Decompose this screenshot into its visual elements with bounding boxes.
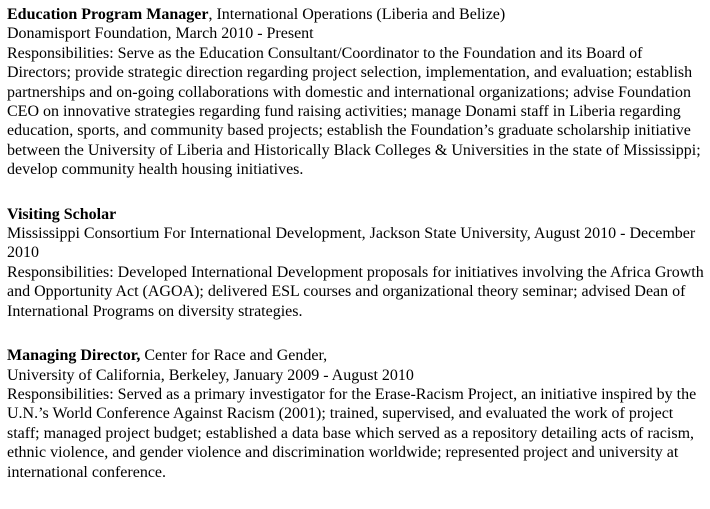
entry-role: Visiting Scholar [7, 205, 117, 223]
entry-role: Education Program Manager [7, 6, 209, 23]
entry-description: Responsibilities: Served as a primary investigator for the Erase-Racism Project, an initiative inspired by the U.N.’s World Conference Against Racism (2001); trained, supervised, and evaluated the work of project staff; managed project budget; established a data base which served as a repository detailing acts of racism, ethnic violence, and gender violence and discrimination worldwide; represented project and university at international conference. [7, 385, 697, 481]
entry-role-detail: , International Operations (Liberia and Belize) [208, 6, 506, 23]
experience-entry [7, 5, 704, 180]
entry-title [7, 205, 704, 224]
experience-entry [7, 205, 704, 321]
entry-role: Managing Director, [7, 347, 141, 365]
entry-org-dates: Donamisport Foundation, March 2010 - Present [7, 25, 314, 43]
entry-title [7, 346, 704, 365]
entry-description: Responsibilities: Serve as the Education Consultant/Coordinator to the Foundation and its Board of Directors; provide strategic direction regarding project selection, implementation, and evaluation; establish partnerships and on-going collaborations with domestic and international organizations; advise Foundation CEO on innovative strategies regarding fund raising activities; manage Donami staff in Liberia regarding education, sports, and community based projects; establish the Foundation’s graduate scholarship initiative between the University of Liberia and Historically Black Colleges & Universities in the state of Mississippi; develop community health housing initiatives. [7, 44, 701, 179]
experience-entry [7, 346, 704, 482]
entry-description: Responsibilities: Developed International Development proposals for initiatives involving the Africa Growth and Opportunity Act (AGOA); delivered ESL courses and organizational theory seminar; advised Dean of International Programs on diversity strategies. [7, 263, 704, 320]
entry-title [7, 5, 704, 24]
entry-role-detail: Center for Race and Gender, [140, 347, 328, 365]
entry-org-dates: Mississippi Consortium For International Development, Jackson State University, August 2010 - December 2010 [7, 225, 696, 262]
entry-org-dates: University of California, Berkeley, January 2009 - August 2010 [7, 366, 414, 384]
